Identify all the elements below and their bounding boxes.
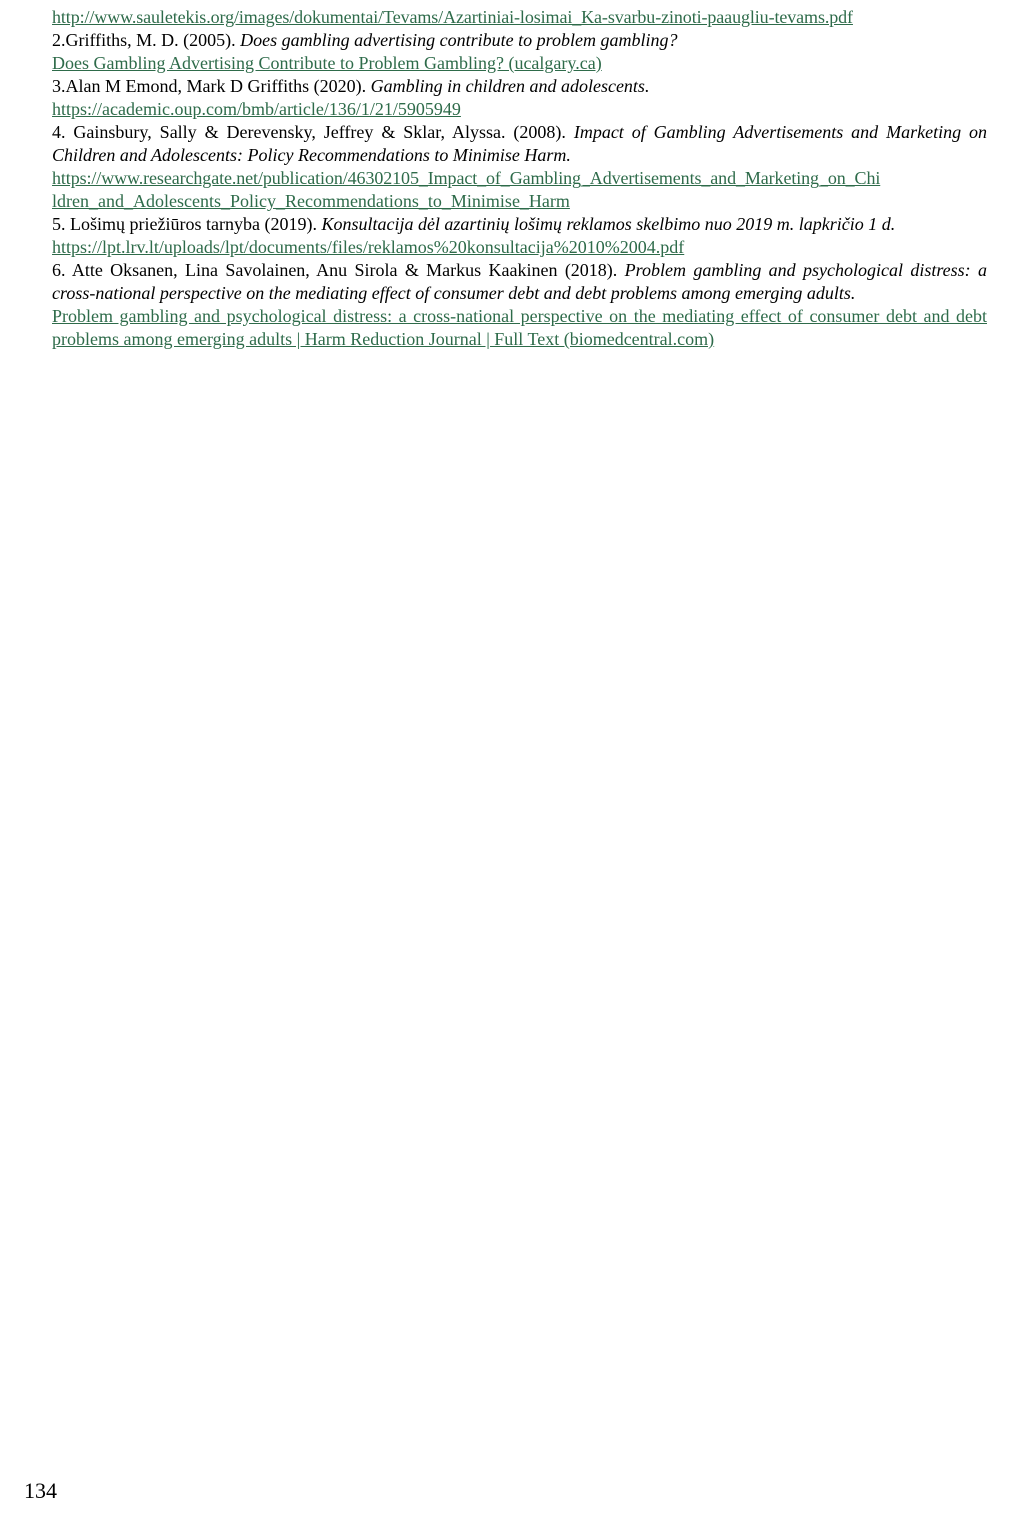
reference-4-authors: 4. Gainsbury, Sally & Derevensky, Jeffrey & Sklar, Alyssa. (2008). <box>52 122 574 142</box>
reference-4-link-line-1[interactable]: https://www.researchgate.net/publication/46302105_Impact_of_Gambling_Advertisements_and_Marketing_on_Chi <box>52 168 881 188</box>
reference-2-link-row <box>52 52 987 75</box>
reference-2 <box>52 29 987 52</box>
references-list <box>52 6 987 351</box>
reference-4-link-row <box>52 167 987 190</box>
reference-5-authors: 5. Lošimų priežiūros tarnyba (2019). <box>52 214 322 234</box>
reference-5 <box>52 213 987 236</box>
reference-3-link[interactable]: https://academic.oup.com/bmb/article/136/1/21/5905949 <box>52 99 461 119</box>
reference-1 <box>52 6 987 29</box>
reference-5-title: Konsultacija dėl azartinių lošimų reklamos skelbimo nuo 2019 m. lapkričio 1 d. <box>321 214 896 234</box>
reference-2-title: Does gambling advertising contribute to problem gambling? <box>240 30 678 50</box>
reference-2-link[interactable]: Does Gambling Advertising Contribute to Problem Gambling? (ucalgary.ca) <box>52 53 602 73</box>
reference-4-link-line-2[interactable]: ldren_and_Adolescents_Policy_Recommendations_to_Minimise_Harm <box>52 191 570 211</box>
reference-6-link[interactable]: Problem gambling and psychological distress: a cross-national perspective on the mediating effect of consumer debt and debt problems among emerging adults | Harm Reduction Journal | Full Text (biomedcentral.com) <box>52 306 987 349</box>
reference-2-authors: 2.Griffiths, M. D. (2005). <box>52 30 241 50</box>
reference-3 <box>52 75 987 98</box>
page-number: 134 <box>24 1478 57 1503</box>
reference-3-authors: 3.Alan M Emond, Mark D Griffiths (2020). <box>52 76 371 96</box>
reference-6-title: Problem gambling and psychological distress: a cross-national perspective on the mediating effect of consumer debt and debt problems among emerging adults. <box>52 260 987 303</box>
reference-6-link-row <box>52 305 987 351</box>
reference-3-title: Gambling in children and adolescents. <box>370 76 650 96</box>
reference-4-title: Impact of Gambling Advertisements and Marketing on Children and Adolescents: Policy Recommendations to Minimise Harm. <box>52 122 988 165</box>
reference-6-authors: 6. Atte Oksanen, Lina Savolainen, Anu Sirola & Markus Kaakinen (2018). <box>52 260 625 280</box>
reference-5-link[interactable]: https://lpt.lrv.lt/uploads/lpt/documents/files/reklamos%20konsultacija%2010%2004.pdf <box>52 237 685 257</box>
reference-1-link[interactable]: http://www.sauletekis.org/images/dokumentai/Tevams/Azartiniai-losimai_Ka-svarbu-zinoti-paaugliu-tevams.pdf <box>52 7 853 27</box>
reference-4-link-row-2 <box>52 190 987 213</box>
reference-5-link-row <box>52 236 987 259</box>
reference-6 <box>52 259 987 305</box>
reference-4 <box>52 121 987 167</box>
reference-3-link-row <box>52 98 987 121</box>
